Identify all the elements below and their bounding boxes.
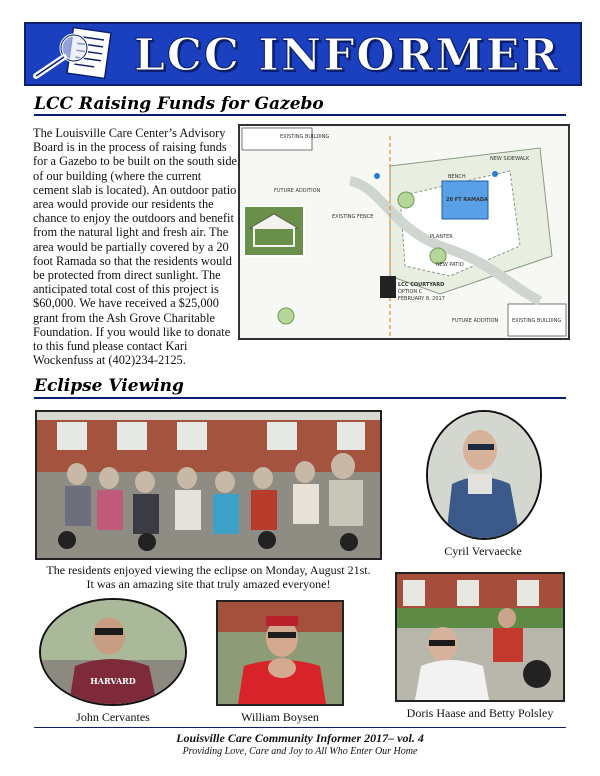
cyril-photo	[426, 410, 542, 540]
plan-label-ramada: 20 FT RAMADA	[446, 197, 488, 203]
plan-sign-line3: FEBRUARY 8, 2017	[398, 296, 445, 302]
john-photo	[39, 598, 187, 706]
masthead-banner	[24, 22, 582, 86]
plan-label-new-sidewalk: NEW SIDEWALK	[490, 156, 530, 162]
plan-label-future-addition-2: FUTURE ADDITION	[452, 318, 499, 324]
plan-label-existing-building-br: EXISTING BUILDING	[512, 318, 562, 324]
plan-label-existing-fence: EXISTING FENCE	[332, 214, 374, 220]
eclipse-heading: Eclipse Viewing	[34, 376, 184, 396]
william-caption: William Boysen	[241, 710, 319, 724]
plan-label-new-patio: NEW PATIO	[436, 262, 464, 268]
john-caption: John Cervantes	[76, 710, 150, 724]
plan-sign-line2: OPTION C	[398, 289, 423, 295]
plan-label-future-addition: FUTURE ADDITION	[274, 188, 321, 194]
footer-title: Louisville Care Community Informer 2017– vol. 4	[176, 731, 424, 745]
courtyard-site-plan	[238, 124, 570, 340]
harvard-shirt-text: HARVARD	[90, 676, 136, 686]
group-eclipse-photo	[35, 410, 382, 560]
plan-label-bench: BENCH	[448, 174, 466, 180]
plan-sign-line1: LCC COURTYARD	[398, 282, 445, 288]
gazebo-article-text: The Louisville Care Center’s Advisory Board is in the process of raising funds for a Gazebo to be built on the south side of our building (where the current cement slab is located). An outdoor patio area would provide our residents the chance to enjoy the outdoors and benefit from the natural light and fresh air. The area would be partially covered by a 20 foot Ramada so that the residents would be protected from direct sunlight. The anticipated total cost of this project is $60,000. We have received a $25,000 grant from the Ash Grove Charitable Foundation. If you would like to donate to this fund please contact Kari Wockenfuss at (402)234-2125.	[33, 126, 238, 368]
plan-label-planter: PLANTER	[430, 234, 453, 240]
doris-betty-photo	[395, 572, 565, 702]
eclipse-divider	[34, 397, 566, 399]
gazebo-divider	[34, 114, 566, 116]
gazebo-heading: LCC Raising Funds for Gazebo	[34, 94, 324, 114]
eclipse-caption	[35, 563, 382, 591]
newspaper-magnifier-logo	[30, 26, 116, 82]
eclipse-caption-line2: It was an amazing site that truly amazed everyone!	[86, 577, 331, 591]
footer-divider	[34, 727, 566, 728]
site-plan-drawing	[240, 126, 568, 338]
footer-tagline: Providing Love, Care and Joy to All Who Enter Our Home	[182, 746, 418, 757]
eclipse-caption-line1: The residents enjoyed viewing the eclipse on Monday, August 21st.	[46, 563, 371, 577]
plan-label-existing-building: EXISTING BUILDING	[280, 134, 330, 140]
cyril-caption: Cyril Vervaecke	[444, 544, 522, 558]
doris-betty-caption: Doris Haase and Betty Polsley	[406, 706, 554, 720]
william-photo	[216, 600, 344, 706]
newsletter-title: LCC INFORMER	[133, 30, 561, 81]
